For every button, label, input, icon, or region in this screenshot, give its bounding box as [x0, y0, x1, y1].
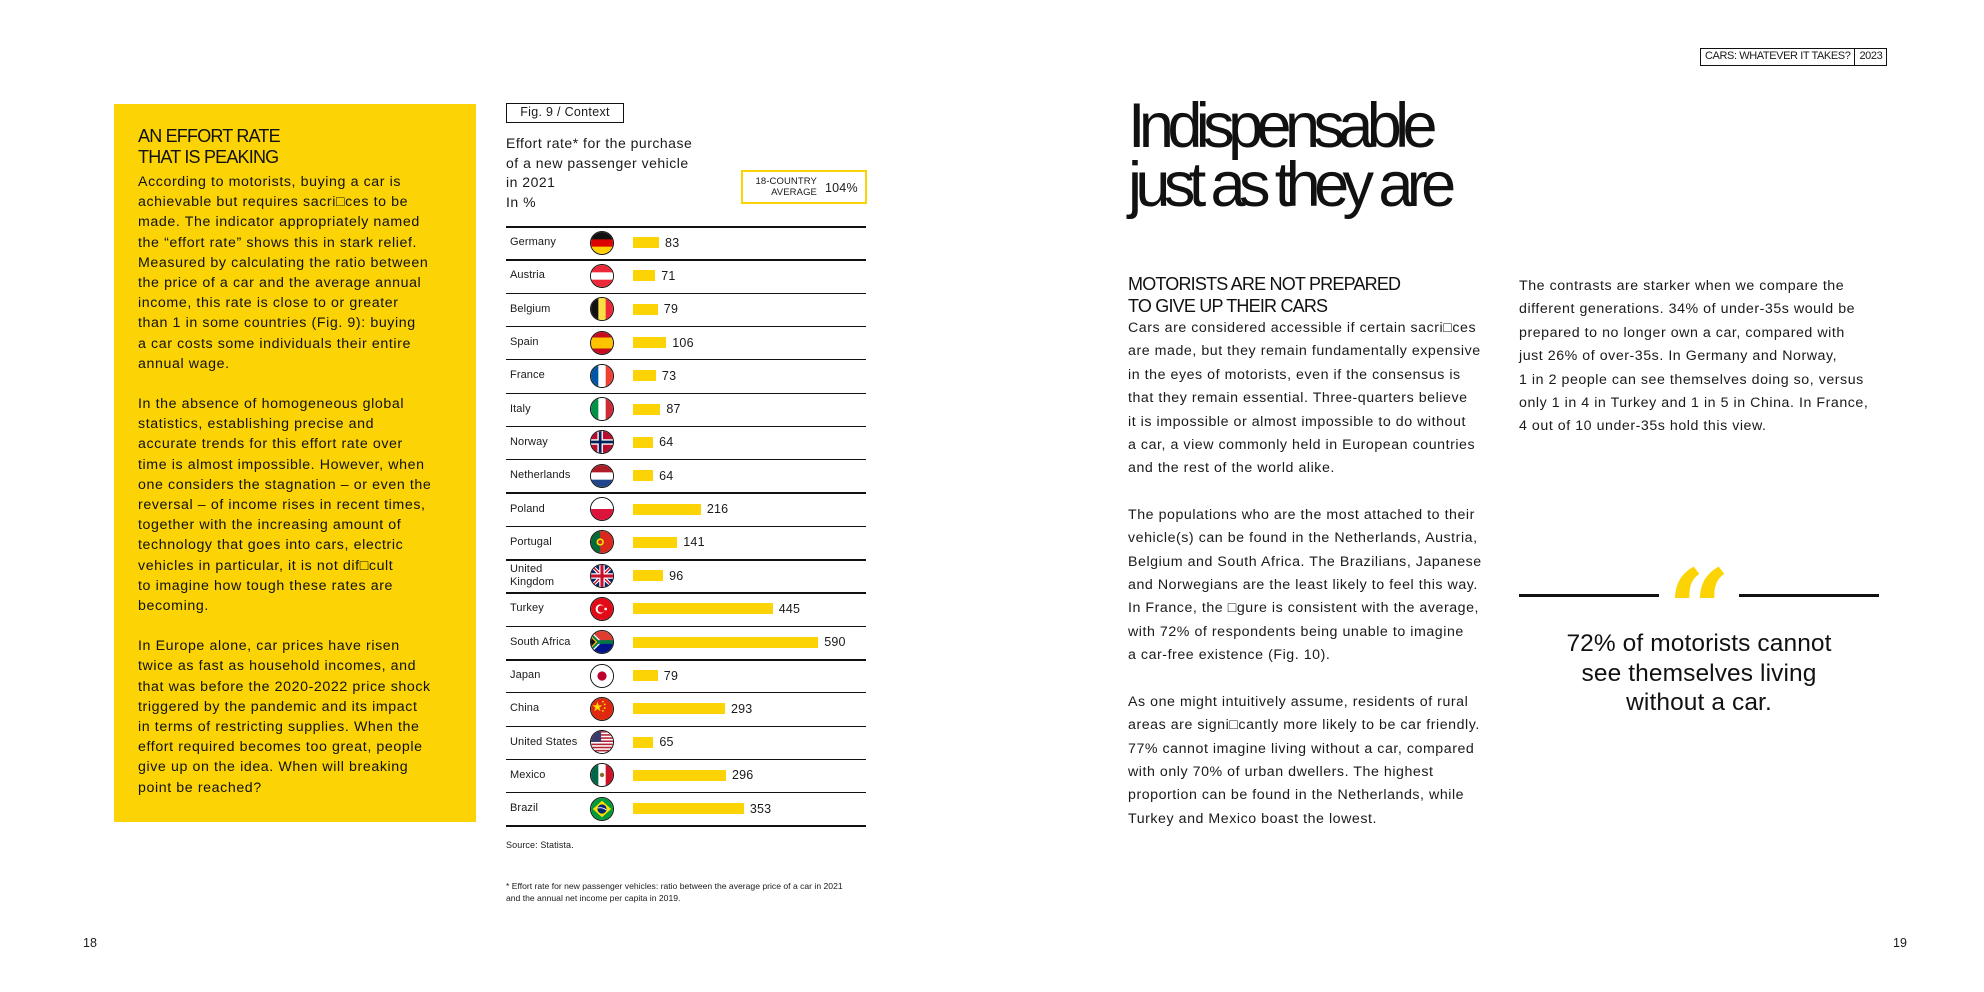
country-label-line: Japan	[510, 669, 541, 682]
paragraph-line: income, this rate is close to or greater	[138, 295, 399, 312]
section-heading	[1128, 273, 1488, 317]
portugal-flag-icon	[590, 530, 614, 554]
country-label	[510, 602, 586, 615]
bar	[633, 770, 726, 781]
row-divider	[506, 226, 866, 228]
paragraph-line: a car costs some individuals their entire	[138, 335, 411, 352]
country-label-line: Germany	[510, 236, 556, 249]
paragraph-line: In France, the □gure is consistent with the average,	[1128, 600, 1480, 617]
country-label-line: South Africa	[510, 635, 571, 648]
bar	[633, 670, 658, 681]
paragraph-line: In Europe alone, car prices have risen	[138, 638, 400, 655]
italy-flag-icon	[590, 397, 614, 421]
country-label-line: Austria	[510, 269, 545, 282]
paragraph-line: that was before the 2020-2022 price shock	[138, 678, 431, 695]
mexico-flag-icon	[590, 763, 614, 787]
bar-value-label: 79	[663, 668, 679, 683]
country-label	[510, 369, 586, 382]
country-label-line: Netherlands	[510, 469, 571, 482]
page-headline	[1128, 91, 1628, 220]
united-states-flag-icon	[590, 730, 614, 754]
bar	[633, 570, 663, 581]
country-label-line: Italy	[510, 402, 531, 415]
paragraph-line: it is impossible or almost impossible to do without	[1128, 413, 1466, 430]
average-label	[747, 176, 817, 198]
running-header	[1700, 48, 1887, 66]
country-label	[510, 669, 586, 682]
paragraph-line: one considers the stagnation – or even the	[138, 476, 432, 493]
chart-title-line: Effort rate* for the purchase	[506, 135, 693, 151]
chart-title-line: of a new passenger vehicle	[506, 154, 689, 171]
france-flag-icon	[590, 364, 614, 388]
country-label	[510, 802, 586, 815]
bar-value-label: 65	[659, 735, 674, 750]
paragraph-line: triggered by the pandemic and its impact	[138, 698, 418, 715]
bar-value-label: 590	[824, 635, 846, 650]
country-label-line: Portugal	[510, 535, 552, 548]
publication-title: CARS: WHATEVER IT TAKES?	[1700, 48, 1855, 66]
bar	[633, 370, 656, 381]
chart-footnote	[506, 881, 876, 904]
japan-flag-icon	[590, 664, 614, 688]
paragraph-line: to imagine how tough these rates are	[138, 577, 394, 594]
country-label	[510, 769, 586, 782]
austria-flag-icon	[590, 264, 614, 288]
country-label-line: Mexico	[510, 768, 546, 781]
bar-value-label: 293	[731, 701, 753, 716]
average-label-line: 18-COUNTRY	[755, 176, 817, 187]
paragraph-line: different generations. 34% of under-35s would be	[1519, 301, 1856, 318]
paragraph	[138, 394, 452, 616]
bar	[633, 603, 773, 614]
south-africa-flag-icon	[590, 630, 614, 654]
paragraph	[1128, 691, 1488, 831]
quote-line: without a car.	[1626, 689, 1772, 716]
china-flag-icon	[590, 697, 614, 721]
paragraph-line: a car, a view commonly held in European countries	[1128, 437, 1476, 454]
country-label	[510, 736, 586, 749]
pull-quote-text	[1519, 629, 1879, 718]
chart-source: Source: Statista.	[506, 840, 574, 850]
bar-value-label: 87	[666, 402, 681, 417]
average-callout	[741, 170, 867, 204]
paragraph-line: and Norwegians are the least likely to feel this way.	[1128, 577, 1478, 594]
paragraph-line: Belgium and South Africa. The Brazilians, Japanese	[1128, 553, 1482, 570]
footnote-line: * Effort rate for new passenger vehicles: ratio between the average price of a car in 2021	[506, 881, 843, 891]
paragraph-line: give up on the idea. When will breaking	[138, 759, 409, 776]
paragraph-line: The populations who are the most attached to their	[1128, 506, 1475, 523]
row-divider	[506, 825, 866, 826]
page-number-left: 18	[83, 936, 97, 950]
page-number-right: 19	[1893, 936, 1907, 950]
country-label-line: Kingdom	[510, 575, 555, 588]
norway-flag-icon	[590, 430, 614, 454]
row-divider	[506, 559, 866, 561]
paragraph-line: areas are signi□cantly more likely to be car friendly.	[1128, 717, 1480, 734]
paragraph-line: statistics, establishing precise and	[138, 416, 375, 433]
row-divider	[506, 426, 866, 427]
quote-line: see themselves living	[1581, 659, 1817, 687]
country-label-line: China	[510, 702, 540, 715]
bar-value-label: 216	[706, 502, 729, 517]
paragraph-line: Cars are considered accessible if certain sacri□ces	[1128, 320, 1477, 336]
turkey-flag-icon	[590, 597, 614, 621]
effort-rate-box	[114, 104, 476, 822]
row-divider	[506, 626, 866, 627]
paragraph-line: accurate trends for this effort rate over	[138, 436, 403, 453]
effort-box-body	[138, 172, 452, 798]
bar-value-label: 106	[672, 335, 694, 350]
row-divider	[506, 326, 866, 327]
paragraph-line: achievable but requires sacri□ces to be	[138, 194, 409, 211]
bar-value-label: 445	[778, 601, 801, 616]
country-label	[510, 336, 586, 349]
pull-quote	[1519, 545, 1879, 729]
average-value: 104%	[825, 181, 858, 195]
row-divider	[506, 526, 866, 527]
country-label	[510, 469, 586, 482]
belgium-flag-icon	[590, 297, 614, 321]
headline-line: just as they are	[1128, 150, 1450, 220]
bar	[633, 437, 653, 448]
paragraph-line: The contrasts are starker when we compare the	[1519, 278, 1845, 294]
bar-value-label: 83	[665, 235, 680, 250]
paragraph-line: with 72% of respondents being unable to imagine	[1128, 623, 1464, 640]
paragraph-line: together with the increasing amount of	[138, 517, 402, 534]
paragraph-line: made. The indicator appropriately named	[138, 214, 420, 231]
average-label-line: AVERAGE	[771, 187, 817, 198]
heading-line: AN EFFORT RATE	[138, 126, 280, 146]
paragraph-line: prepared to no longer own a car, compared with	[1519, 324, 1845, 341]
brazil-flag-icon	[590, 797, 614, 821]
paragraph-line: becoming.	[138, 598, 209, 615]
paragraph-line: are made, but they remain fundamentally expensive	[1128, 343, 1481, 360]
row-divider	[506, 726, 866, 727]
row-divider	[506, 293, 866, 294]
bar	[633, 537, 677, 548]
paragraph-line: In the absence of homogeneous global	[138, 396, 405, 413]
bar-value-label: 96	[669, 568, 684, 583]
bar-value-label: 353	[749, 801, 772, 816]
article-column-2	[1519, 275, 1879, 462]
paragraph	[138, 636, 452, 798]
paragraph	[1128, 504, 1488, 668]
country-label-line: United	[510, 562, 543, 575]
section-heading-line: MOTORISTS ARE NOT PREPARED	[1128, 274, 1401, 294]
chart-unit-label: In %	[506, 193, 537, 210]
country-label	[510, 436, 586, 449]
paragraph-line: vehicle(s) can be found in the Netherlands, Austria,	[1128, 530, 1478, 547]
footnote-line: and the annual net income per capita in 2019.	[506, 892, 681, 903]
row-divider	[506, 759, 866, 760]
paragraph-line: a car-free existence (Fig. 10).	[1128, 647, 1331, 664]
row-divider	[506, 692, 866, 693]
bar	[633, 637, 818, 648]
paragraph-line: the price of a car and the average annual	[138, 275, 422, 292]
bar	[633, 504, 701, 515]
paragraph-line: vehicles in particular, it is not dif□cult	[138, 557, 394, 574]
quote-line: 72% of motorists cannot	[1566, 630, 1832, 657]
country-label	[510, 536, 586, 549]
country-label	[510, 236, 586, 249]
effort-box-heading	[138, 126, 452, 168]
paragraph-line: 1 in 2 people can see themselves doing so, versus	[1519, 371, 1864, 388]
paragraph-line: than 1 in some countries (Fig. 9): buying	[138, 315, 416, 332]
country-label	[510, 563, 586, 589]
country-label	[510, 269, 586, 282]
figure-label: Fig. 9 / Context	[506, 103, 624, 123]
chart-title-line: in 2021	[506, 174, 556, 190]
country-label	[510, 303, 586, 316]
section-heading-line: TO GIVE UP THEIR CARS	[1128, 296, 1328, 316]
bar	[633, 737, 653, 748]
bar-value-label: 71	[661, 268, 676, 283]
spain-flag-icon	[590, 331, 614, 355]
row-divider	[506, 359, 866, 360]
country-label-line: Norway	[510, 435, 548, 448]
paragraph-line: in the eyes of motorists, even if the consensus is	[1128, 366, 1461, 383]
bar	[633, 404, 660, 415]
headline-line: Indispensable	[1128, 91, 1431, 161]
paragraph-line: point be reached?	[138, 779, 262, 796]
country-label-line: France	[510, 369, 545, 382]
bar	[633, 270, 655, 281]
bar-value-label: 79	[663, 302, 679, 317]
bar-value-label: 296	[731, 768, 754, 783]
row-divider	[506, 259, 866, 260]
country-label	[510, 403, 586, 416]
paragraph-line: annual wage.	[138, 355, 230, 372]
paragraph-line: Measured by calculating the ratio between	[138, 254, 429, 271]
row-divider	[506, 492, 866, 493]
paragraph	[138, 172, 452, 374]
chart-title	[506, 134, 726, 212]
paragraph-line: time is almost impossible. However, when	[138, 456, 425, 473]
row-divider	[506, 459, 866, 460]
bar	[633, 304, 658, 315]
bar-value-label: 64	[659, 435, 674, 450]
country-label	[510, 636, 586, 649]
row-divider	[506, 592, 866, 593]
paragraph-line: reversal – of income rises in recent times,	[138, 497, 426, 514]
netherlands-flag-icon	[590, 464, 614, 488]
country-label	[510, 702, 586, 715]
publication-year: 2023	[1855, 48, 1887, 66]
row-divider	[506, 659, 866, 661]
bar	[633, 803, 744, 814]
paragraph	[1128, 317, 1488, 481]
germany-flag-icon	[590, 231, 614, 255]
bar	[633, 337, 666, 348]
poland-flag-icon	[590, 497, 614, 521]
country-label-line: Spain	[510, 336, 539, 349]
paragraph-line: 4 out of 10 under-35s hold this view.	[1519, 418, 1767, 435]
paragraph-line: and the rest of the world alike.	[1128, 460, 1335, 477]
country-label-line: Brazil	[510, 802, 539, 815]
bar	[633, 470, 653, 481]
row-divider	[506, 393, 866, 394]
paragraph-line: with only 70% of urban dwellers. The highest	[1128, 763, 1434, 780]
paragraph-line: the “effort rate” shows this in stark relief.	[138, 234, 418, 251]
paragraph-line: that they remain essential. Three-quarters believe	[1128, 390, 1468, 407]
country-label-line: United States	[510, 735, 578, 748]
quote-rule-right	[1739, 594, 1879, 597]
paragraph-line: proportion can be found in the Netherlands, while	[1128, 787, 1465, 804]
heading-line: THAT IS PEAKING	[138, 147, 279, 167]
quote-rule-left	[1519, 594, 1659, 597]
bar-value-label: 141	[683, 535, 705, 550]
paragraph-line: twice as fast as household incomes, and	[138, 658, 417, 675]
quote-mark-icon: “	[1667, 545, 1731, 674]
country-label-line: Belgium	[510, 302, 551, 315]
bar-value-label: 64	[659, 468, 674, 483]
article-column-1	[1128, 273, 1488, 854]
row-divider	[506, 792, 866, 793]
paragraph-line: in terms of restricting supplies. When the	[138, 719, 420, 736]
paragraph-line: technology that goes into cars, electric	[138, 537, 404, 554]
paragraph-line: 77% cannot imagine living without a car, compared	[1128, 740, 1475, 757]
country-label-line: Poland	[510, 502, 545, 515]
paragraph	[1519, 275, 1879, 439]
bar-value-label: 73	[661, 368, 677, 383]
paragraph-line: effort required becomes too great, people	[138, 739, 423, 756]
paragraph-line: Turkey and Mexico boast the lowest.	[1128, 810, 1377, 827]
bar	[633, 703, 725, 714]
paragraph-line: As one might intuitively assume, residents of rural	[1128, 693, 1469, 710]
effort-rate-bar-chart	[506, 226, 866, 816]
column-1-body	[1128, 317, 1488, 831]
country-label-line: Turkey	[510, 602, 544, 615]
country-label	[510, 503, 586, 516]
bar	[633, 237, 659, 248]
paragraph-line: According to motorists, buying a car is	[138, 174, 402, 190]
paragraph-line: only 1 in 4 in Turkey and 1 in 5 in China. In France,	[1519, 395, 1869, 412]
column-2-body	[1519, 275, 1879, 439]
paragraph-line: just 26% of over-35s. In Germany and Norway,	[1519, 348, 1838, 365]
united-kingdom-flag-icon	[590, 564, 614, 588]
